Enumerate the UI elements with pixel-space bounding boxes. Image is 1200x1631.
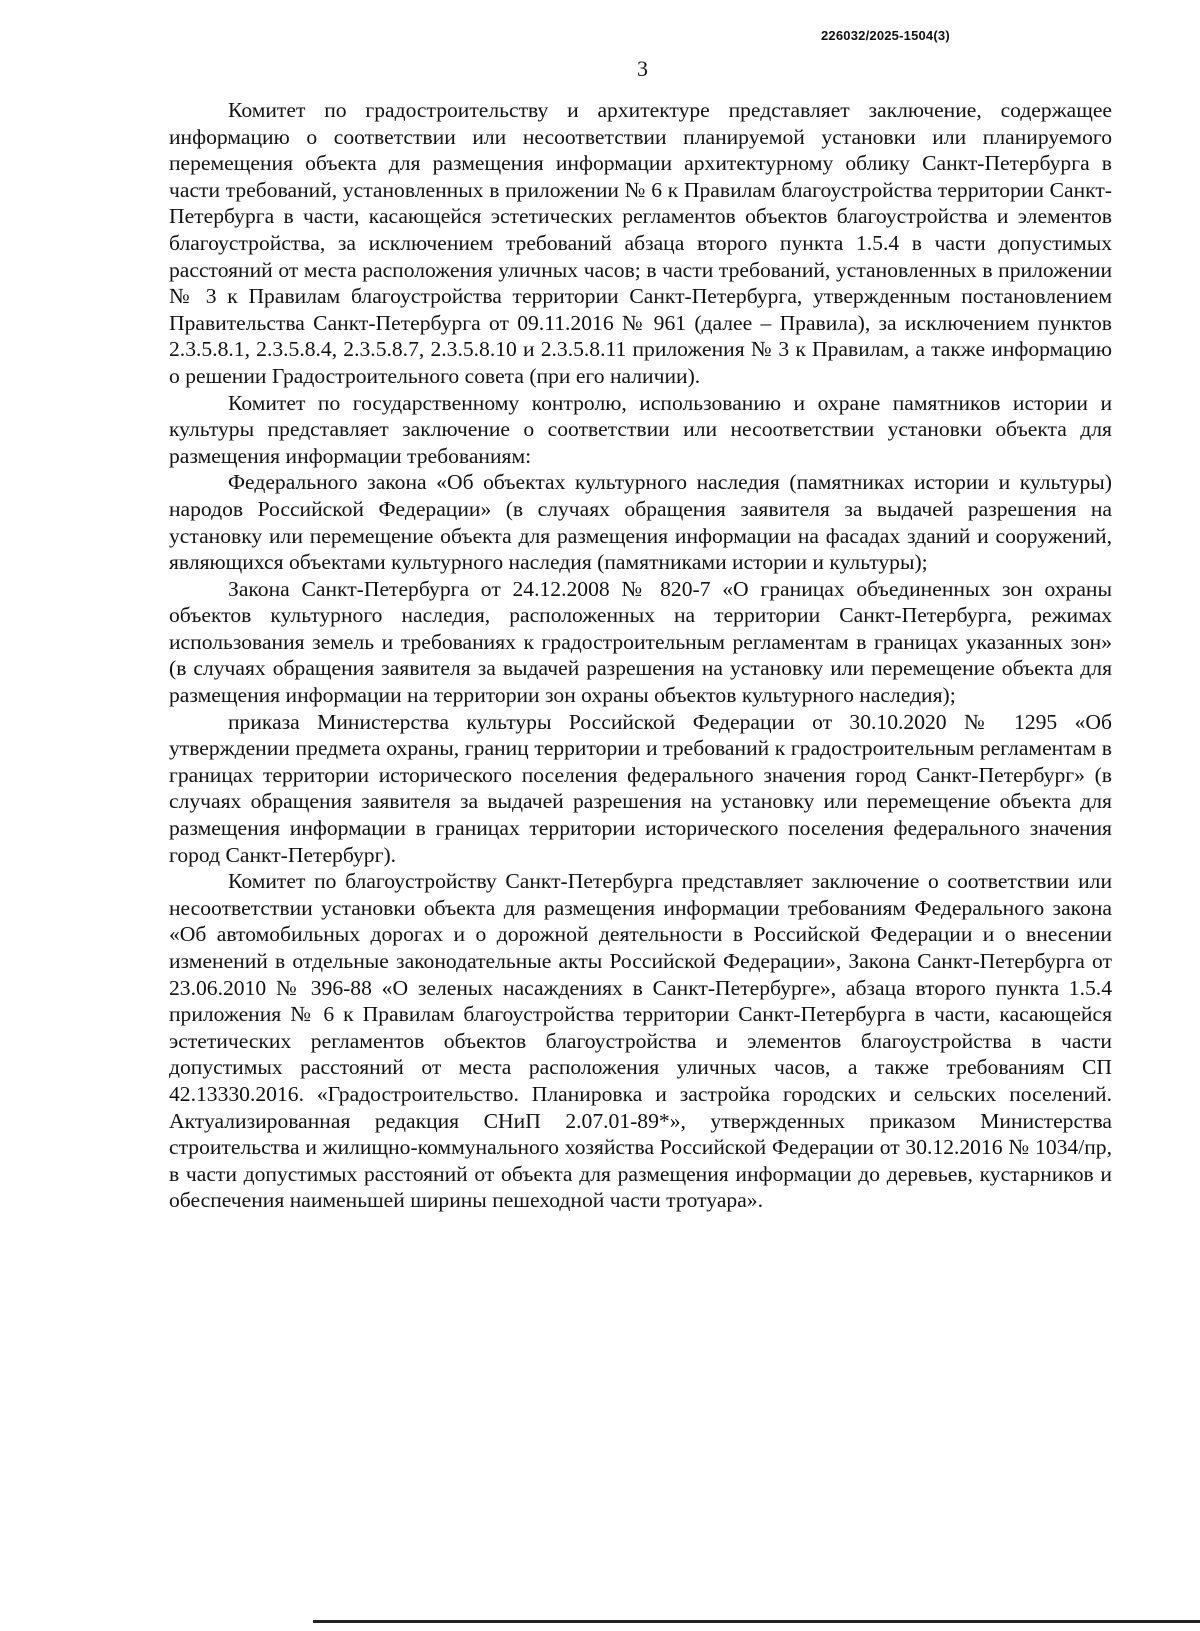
paragraph-spb-law-protection-zones: Закона Санкт-Петербурга от 24.12.2008 № 820-7 «О границах объединенных зон охраны объектов культурного наследия, расположенных на территории Санкт-Петербурга, режимах использования земель и требованиях к градостроительным регламентам в границах указанных зон» (в случаях обращения заявителя за выдачей разрешения на установку или перемещение объекта для размещения информации на территории зон охраны объектов культурного наследия); [169, 576, 1112, 708]
paragraph-heritage-committee: Комитет по государственному контролю, использованию и охране памятников истории и культуры представляет заключение о соответствии или несоответствии установки объекта для размещения информации требованиям: [169, 390, 1112, 468]
paragraph-federal-law-heritage: Федерального закона «Об объектах культурного наследия (памятниках истории и культуры) народов Российской Федерации» (в случаях обращения заявителя за выдачей разрешения на установку или перемещение объекта для размещения информации на фасадах зданий и сооружений, являющихся объектами культурного наследия (памятниками истории и культуры); [169, 470, 1112, 575]
bottom-scan-edge-line [313, 1620, 1200, 1623]
document-registration-number: 226032/2025-1504(3) [821, 28, 950, 43]
document-body [169, 97, 1112, 1214]
paragraph-urban-planning-committee: Комитет по градостроительству и архитектуре представляет заключение, содержащее информацию о соответствии или несоответствии планируемой установки или планируемого перемещения объекта для размещения информации архитектурному облику Санкт-Петербурга в части требований, установленных в приложении № 6 к Правилам благоустройства территории Санкт-Петербурга в части, касающейся эстетических регламентов объектов благоустройства и элементов благоустройства, за исключением требований абзаца второго пункта 1.5.4 в части допустимых расстояний от места расположения уличных часов; в части требований, установленных в приложении № 3 к Правилам благоустройства территории Санкт-Петербурга, утвержденным постановлением Правительства Санкт-Петербурга от 09.11.2016 № 961 (далее – Правила), за исключением пунктов 2.3.5.8.1, 2.3.5.8.4, 2.3.5.8.7, 2.3.5.8.10 и 2.3.5.8.11 приложения № 3 к Правилам, а также информацию о решении Градостроительного совета (при его наличии). [169, 98, 1112, 388]
paragraph-ministry-culture-order: приказа Министерства культуры Российской Федерации от 30.10.2020 № 1295 «Об утверждении предмета охраны, границ территории и требований к градостроительным регламентам в границах территории исторического поселения федерального значения город Санкт-Петербург» (в случаях обращения заявителя за выдачей разрешения на установку или перемещение объекта для размещения информации в границах территории исторического поселения федерального значения город Санкт-Петербург). [169, 709, 1112, 867]
paragraph-landscaping-committee: Комитет по благоустройству Санкт-Петербурга представляет заключение о соответствии или несоответствии установки объекта для размещения информации требованиям Федерального закона «Об автомобильных дорогах и о дорожной деятельности в Российской Федерации и о внесении изменений в отдельные законодательные акты Российской Федерации», Закона Санкт-Петербурга от 23.06.2010 № 396-88 «О зеленых насаждениях в Санкт-Петербурге», абзаца второго пункта 1.5.4 приложения № 6 к Правилам благоустройства территории Санкт-Петербурга в части, касающейся эстетических регламентов объектов благоустройства и элементов благоустройства в части допустимых расстояний от места расположения уличных часов, а также требованиям СП 42.13330.2016. «Градостроительство. Планировка и застройка городских и сельских поселений. Актуализированная редакция СНиП 2.07.01-89*», утвержденных приказом Министерства строительства и жилищно-коммунального хозяйства Российской Федерации от 30.12.2016 № 1034/пр, в части допустимых расстояний от объекта для размещения информации до деревьев, кустарников и обеспечения наименьшей ширины пешеходной части тротуара». [169, 869, 1112, 1213]
page-number: 3 [637, 56, 648, 81]
